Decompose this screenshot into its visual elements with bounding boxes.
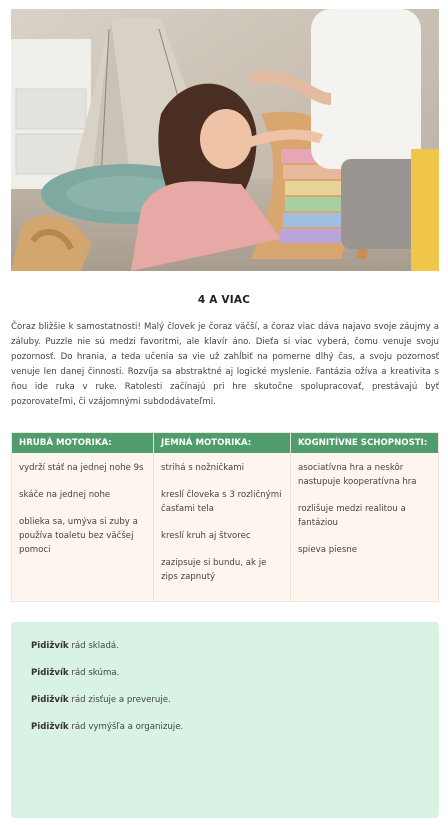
column-heading: JEMNÁ MOTORIKA: — [154, 433, 290, 453]
fact-text: rád vymýšľa a organizuje. — [71, 722, 184, 732]
section-title: 4 A VIAC — [197, 294, 251, 306]
skill-item: vydrží stáť na jednej nohe 9s — [19, 463, 144, 473]
skills-column-fine-motor — [154, 433, 291, 601]
brand-name: Pidižvík — [31, 668, 69, 678]
skill-item: zazipsuje si bundu, ak je zips zapnutý — [161, 558, 267, 582]
skills-column-cognitive — [291, 433, 438, 601]
skills-table — [11, 432, 439, 602]
fact-text: rád skúma. — [71, 668, 120, 678]
intro-paragraph: Čoraz bližšie k samostatnosti! Malý človek je čoraz väčší, a čoraz viac dáva najavo svoje záujmy a záluby. Puzzle nie sú medzi favoritmi, ale klavír áno. Dieťa si viac vyberá, čomu venuje svoju pozornosť. Do hrania, a teda učenia sa vie už zahĺbiť na pomerne dlhý čas, a svoju pozornosť venuje len danej činnosti. Rozvíja sa abstraktné aj logické myslenie. Fantázia ožíva a kreativita s ňou ide ruka v ruke. Ratolesti začínajú pri hre skutočne spolupracovať, prestávajú byť pozorovateľmi, či vzájomnými subdodávateľmi. — [11, 322, 439, 407]
fact-item — [31, 721, 419, 734]
skill-item: asociatívna hra a neskôr nastupuje kooperatívna hra — [298, 463, 417, 487]
brand-name: Pidižvík — [31, 641, 69, 651]
hero-photo — [11, 9, 439, 271]
skill-item: kreslí kruh aj štvorec — [161, 531, 251, 541]
fact-item — [31, 694, 419, 707]
skill-item: skáče na jednej nohe — [19, 490, 111, 500]
skill-item: oblieka sa, umýva si zuby a používa toaletu bez väčšej pomoci — [19, 517, 138, 555]
hero-photo-illustration — [11, 9, 439, 271]
facts-box — [11, 622, 439, 818]
brand-name: Pidižvík — [31, 695, 69, 705]
skill-item: spieva piesne — [298, 545, 358, 555]
fact-item — [31, 667, 419, 680]
skill-item: rozlišuje medzi realitou a fantáziou — [298, 504, 406, 528]
skill-item: strihá s nožničkami — [161, 463, 245, 473]
brand-name: Pidižvík — [31, 722, 69, 732]
fact-text: rád skladá. — [71, 641, 119, 651]
skill-item: kreslí človeka s 3 rozličnými časťami tela — [161, 490, 282, 514]
fact-text: rád zisťuje a preveruje. — [71, 695, 171, 705]
column-heading: HRUBÁ MOTORIKA: — [12, 433, 153, 453]
column-heading: KOGNITÍVNE SCHOPNOSTI: — [291, 433, 438, 453]
skills-column-gross-motor — [12, 433, 154, 601]
fact-item — [31, 640, 419, 653]
